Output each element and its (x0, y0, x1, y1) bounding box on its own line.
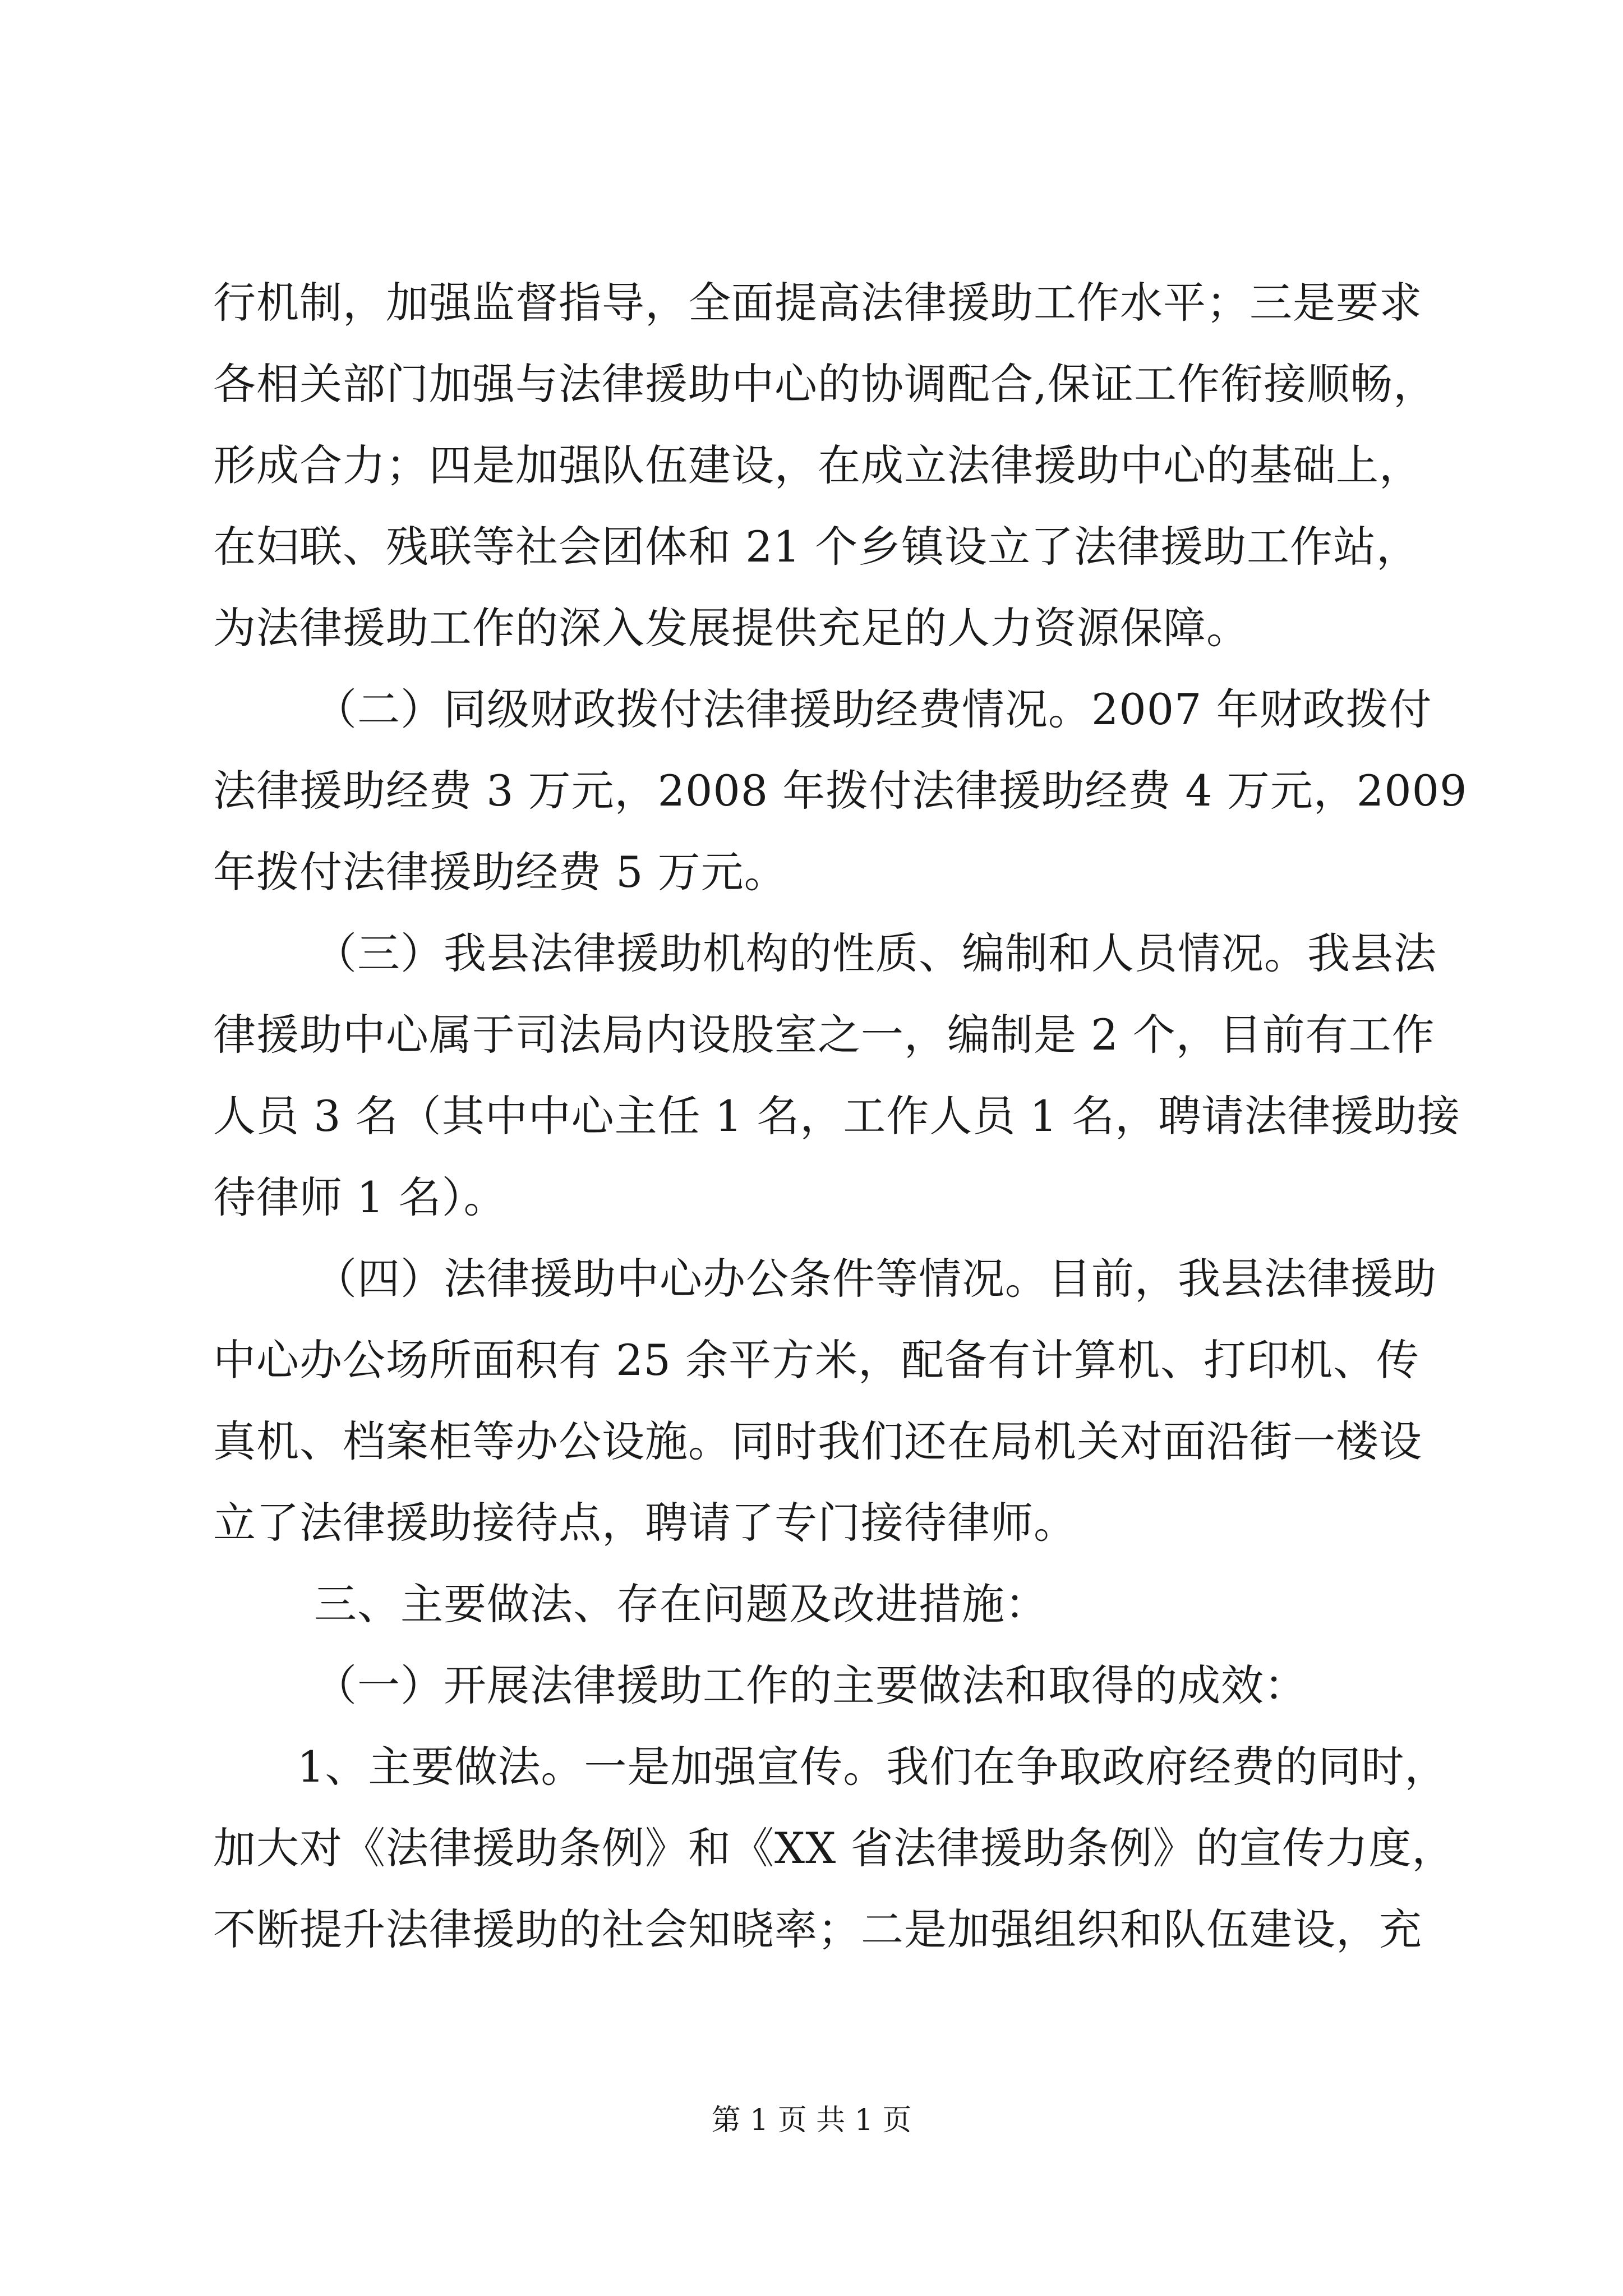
body-line-2: 各相关部门加强与法律援助中心的协调配合,保证工作衔接顺畅， (213, 359, 1437, 409)
paragraph-3-line-1: （三）我县法律援助机构的性质、编制和人员情况。我县法 (314, 928, 1437, 978)
body-line-5: 为法律援助工作的深入发展提供充足的人力资源保障。 (213, 603, 1249, 653)
section-heading: 三、主要做法、存在问题及改进措施： (314, 1579, 1048, 1629)
body-line-4: 在妇联、残联等社会团体和 21 个乡镇设立了法律援助工作站， (213, 522, 1420, 572)
body-line-3: 形成合力；四是加强队伍建设，在成立法律援助中心的基础上， (213, 440, 1422, 490)
paragraph-3-line-3: 人员 3 名（其中中心主任 1 名，工作人员 1 名，聘请法律援助接 (213, 1091, 1461, 1141)
paragraph-2-line-1: （二）同级财政拨付法律援助经费情况。2007 年财政拨付 (314, 684, 1432, 734)
paragraph-3-line-4: 待律师 1 名）。 (213, 1172, 507, 1222)
paragraph-4-line-2: 中心办公场所面积有 25 余平方米，配备有计算机、打印机、传 (213, 1335, 1420, 1385)
paragraph-5-line-2: 加大对《法律援助条例》和《XX 省法律援助条例》的宣传力度， (213, 1823, 1455, 1873)
paragraph-2-line-3: 年拨付法律援助经费 5 万元。 (213, 847, 787, 897)
subsection-heading: （一）开展法律援助工作的主要做法和取得的成效： (314, 1660, 1307, 1710)
paragraph-4-line-1: （四）法律援助中心办公条件等情况。目前，我县法律援助 (314, 1254, 1437, 1304)
paragraph-4-line-4: 立了法律援助接待点，聘请了专门接待律师。 (213, 1498, 1077, 1548)
body-line-1: 行机制，加强监督指导，全面提高法律援助工作水平；三是要求 (213, 278, 1422, 328)
paragraph-5-line-3: 不断提升法律援助的社会知晓率；二是加强组织和队伍建设，充 (213, 1904, 1422, 1954)
paragraph-3-line-2: 律援助中心属于司法局内设股室之一，编制是 2 个，目前有工作 (213, 1010, 1435, 1060)
paragraph-4-line-3: 真机、档案柜等办公设施。同时我们还在局机关对面沿街一楼设 (213, 1416, 1422, 1466)
paragraph-2-line-2: 法律援助经费 3 万元，2008 年拨付法律援助经费 4 万元，2009 (213, 766, 1468, 816)
paragraph-5-line-1: 1、主要做法。一是加强宣传。我们在争取政府经费的同时， (297, 1742, 1448, 1792)
page-footer: 第 1 页 共 1 页 (711, 2104, 912, 2137)
